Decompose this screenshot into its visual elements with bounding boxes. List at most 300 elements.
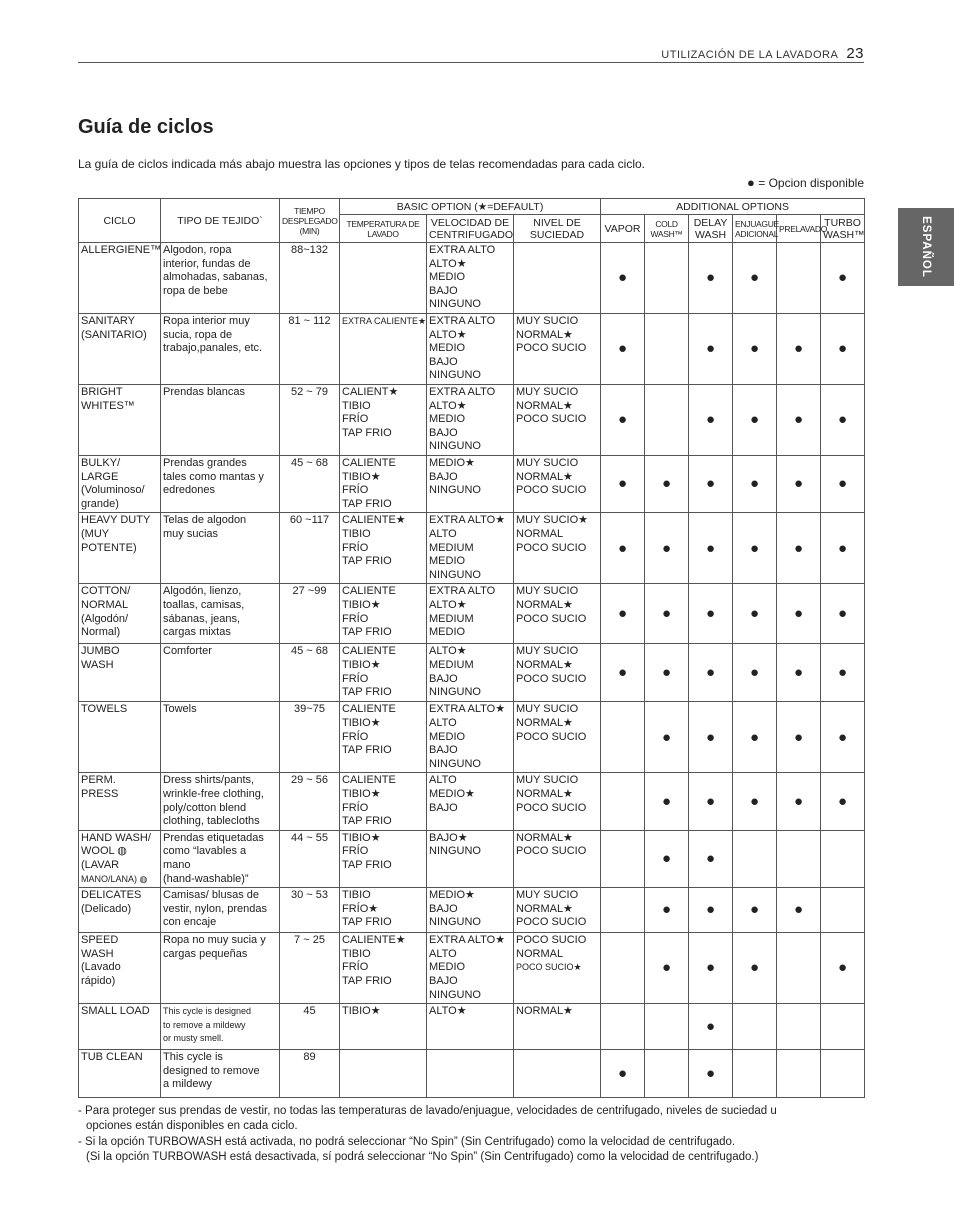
language-tab-label: ESPAÑOL (920, 216, 932, 278)
option-enjuague (733, 1004, 777, 1050)
option-turbo-wash (821, 314, 865, 385)
soil-level-line: NORMAL★ (516, 716, 573, 729)
available-dot-icon: ● (706, 269, 716, 287)
option-enjuague (733, 830, 777, 887)
spin-speed-line: BAJO (429, 902, 458, 915)
available-dot-icon: ● (838, 664, 848, 682)
wash-temperature-line: TAP FRIO (342, 974, 392, 987)
soil-level-line: POCO SUCIO (516, 672, 587, 685)
cycle-time: 45 ~ 68 (280, 456, 340, 513)
spin-speed-line: NINGUNO (429, 916, 481, 929)
option-prelavado (777, 773, 821, 830)
fabric-type-line: trabajo,panales, etc. (163, 342, 263, 355)
cycle-time: 45 (280, 1004, 340, 1050)
fabric-type-line: como “lavables a (163, 845, 247, 858)
fabric-type (161, 1050, 280, 1098)
spin-speed-line: EXTRA ALTO★ (429, 514, 506, 527)
spin-speed-line: BAJO (429, 974, 458, 987)
soil-level (514, 773, 601, 830)
wash-temperature-line: TAP FRIO (342, 744, 392, 757)
soil-level (514, 830, 601, 887)
option-enjuague (733, 385, 777, 456)
fabric-type-line: designed to remove (163, 1064, 260, 1077)
option-vapor (601, 385, 645, 456)
cycle-name-line: COTTON/ (81, 585, 131, 598)
wash-temperature-line: TAP FRIO (342, 916, 392, 929)
fabric-type-line: Camisas/ blusas de (163, 889, 259, 902)
available-dot-icon: ● (838, 792, 848, 810)
option-cold-wash (645, 584, 689, 644)
option-delay-wash (689, 1004, 733, 1050)
cycle-name-line: SPEED (81, 934, 119, 947)
option-prelavado (777, 933, 821, 1004)
option-enjuague (733, 456, 777, 513)
table-row (79, 584, 865, 644)
wash-temperature (340, 243, 427, 314)
available-dot-icon: ● (838, 605, 848, 623)
wash-temperature-line: TAP FRIO (342, 815, 392, 828)
wash-temperature-line: TAP FRIO (342, 426, 392, 439)
available-dot-icon: ● (794, 475, 804, 493)
wash-temperature-line: CALIENTE (342, 457, 396, 469)
spin-speed (427, 1004, 514, 1050)
fabric-type-line: con encaje (163, 916, 217, 929)
spin-speed-line: MEDIO★ (429, 457, 475, 469)
language-tab (898, 208, 954, 286)
available-dot-icon: ● (706, 605, 716, 623)
wash-temperature-line: CALIENTE★ (342, 514, 406, 527)
cycle-name (79, 644, 161, 702)
spin-speed-line: ALTO (429, 716, 457, 729)
available-dot-icon: ● (706, 340, 716, 358)
spin-speed-line: ALTO★ (429, 328, 467, 341)
cycle-name-line: rápido) (81, 974, 116, 987)
available-dot-icon: ● (750, 664, 760, 682)
spin-speed-line: BAJO (429, 744, 458, 757)
available-dot-icon: ● (662, 605, 672, 623)
option-vapor (601, 243, 645, 314)
soil-level-line: POCO SUCIO (516, 845, 587, 858)
available-dot-icon: ● (750, 901, 760, 919)
cycle-name (79, 513, 161, 584)
fabric-type-line: Comforter (163, 645, 212, 658)
cycle-name-line: SMALL LOAD (81, 1005, 150, 1018)
option-prelavado (777, 314, 821, 385)
soil-level (514, 513, 601, 584)
spin-speed-line: EXTRA ALTO (429, 315, 496, 327)
table-row (79, 243, 865, 314)
wash-temperature (340, 644, 427, 702)
wash-temperature-line: TIBIO★ (342, 787, 381, 800)
spin-speed (427, 513, 514, 584)
cycle-name-line: BRIGHT (81, 386, 123, 398)
spin-speed (427, 314, 514, 385)
cycle-name-line: JUMBO (81, 645, 120, 658)
fabric-type-line: sábanas, jeans, (163, 612, 241, 625)
table-row (79, 773, 865, 830)
spin-speed (427, 584, 514, 644)
spin-speed-line: MEDIO (429, 730, 466, 743)
fabric-type-line: Prendas blancas (163, 386, 245, 398)
fabric-type-line: Telas de algodon (163, 514, 247, 527)
option-delay-wash (689, 702, 733, 773)
cycle-name (79, 1004, 161, 1050)
fabric-type-line: This cycle is designed (163, 1006, 252, 1017)
cycle-name (79, 314, 161, 385)
wash-temperature (340, 773, 427, 830)
cycle-name-line: (LAVAR (81, 858, 120, 871)
spin-speed-line: NINGUNO (429, 440, 481, 453)
soil-level-line: POCO SUCIO (516, 413, 587, 426)
cycle-name-line: (Voluminoso/ (81, 484, 145, 497)
option-prelavado (777, 830, 821, 887)
available-dot-icon: ● (662, 664, 672, 682)
spin-speed (427, 644, 514, 702)
spin-speed-line: NINGUNO (429, 484, 481, 497)
wash-temperature (340, 1050, 427, 1098)
wash-temperature-line: FRÍO (342, 801, 369, 814)
wash-temperature (340, 385, 427, 456)
available-dot-icon: ● (618, 605, 628, 623)
available-dot-icon: ● (750, 539, 760, 557)
spin-speed (427, 1050, 514, 1098)
soil-level (514, 456, 601, 513)
cycle-name (79, 830, 161, 887)
fabric-type-line: vestir, nylon, prendas (163, 902, 267, 915)
spin-speed-line: MEDIUM (429, 612, 474, 625)
option-vapor (601, 456, 645, 513)
table-row (79, 385, 865, 456)
option-delay-wash (689, 1050, 733, 1098)
soil-level-line: NORMAL★ (516, 328, 573, 341)
available-dot-icon: ● (662, 792, 672, 810)
available-dot-icon: ● (618, 411, 628, 429)
cycle-name-line: BULKY/ (81, 457, 121, 469)
section-title: UTILIZACIÓN DE LA LAVADORA (661, 49, 839, 61)
available-dot-icon: ● (750, 959, 760, 977)
cycle-name (79, 888, 161, 933)
header-delay-wash: DELAY WASH (689, 215, 733, 243)
soil-level-line: MUY SUCIO (516, 774, 579, 787)
fabric-type-line: tales como mantas y (163, 470, 264, 483)
fabric-type-line: interior, fundas de (163, 257, 251, 270)
cycle-name (79, 933, 161, 1004)
wash-temperature-line: FRÍO (342, 541, 369, 554)
soil-level-line: MUY SUCIO (516, 645, 579, 658)
fabric-type (161, 933, 280, 1004)
option-cold-wash (645, 644, 689, 702)
option-delay-wash (689, 644, 733, 702)
wash-temperature-line: CALIENTE (342, 703, 396, 716)
spin-speed-line: BAJO (429, 672, 458, 685)
option-vapor (601, 773, 645, 830)
spin-speed-line: BAJO (429, 801, 458, 814)
soil-level-line: POCO SUCIO (516, 934, 587, 947)
available-dot-icon: ● (662, 901, 672, 919)
option-vapor (601, 644, 645, 702)
spin-speed-line: ALTO (429, 527, 457, 540)
cycle-name (79, 243, 161, 314)
option-delay-wash (689, 773, 733, 830)
cycle-name-line: DELICATES (81, 889, 142, 902)
option-vapor (601, 933, 645, 1004)
wash-temperature-line: TIBIO (342, 947, 371, 960)
soil-level-line: NORMAL★ (516, 658, 573, 671)
option-enjuague (733, 888, 777, 933)
intro-text: La guía de ciclos indicada más abajo muestra las opciones y tipos de telas recomendadas para cada ciclo. (78, 157, 645, 171)
fabric-type-line: This cycle is (163, 1051, 223, 1064)
spin-speed-line: MEDIO (429, 342, 466, 355)
option-vapor (601, 1050, 645, 1098)
soil-level (514, 702, 601, 773)
soil-level (514, 1050, 601, 1098)
fabric-type (161, 702, 280, 773)
table-row (79, 644, 865, 702)
option-prelavado (777, 1004, 821, 1050)
available-dot-icon: ● (750, 340, 760, 358)
spin-speed-line: ALTO (429, 947, 457, 960)
available-dot-icon: ● (706, 1017, 716, 1035)
fabric-type-line: poly/cotton blend (163, 801, 247, 814)
cycle-time: 27 ~99 (280, 584, 340, 644)
fabric-type-line: Prendas grandes (163, 457, 247, 469)
spin-speed-line: MEDIO (429, 626, 466, 639)
wash-temperature-line: TIBIO★ (342, 658, 381, 671)
available-dot-icon: ● (706, 411, 716, 429)
available-dot-icon: ● (618, 475, 628, 493)
spin-speed (427, 385, 514, 456)
spin-speed-line: NINGUNO (429, 369, 481, 382)
wash-temperature (340, 702, 427, 773)
cycle-time: 30 ~ 53 (280, 888, 340, 933)
option-prelavado (777, 243, 821, 314)
fabric-type-line: sucia, ropa de (163, 328, 233, 341)
option-enjuague (733, 933, 777, 1004)
spin-speed (427, 933, 514, 1004)
option-turbo-wash (821, 644, 865, 702)
header-turbo-wash: TURBO WASH™ (821, 215, 865, 243)
option-delay-wash (689, 584, 733, 644)
footnote-line: (Si la opción TURBOWASH está desactivada, sí podrá seleccionar “No Spin” (Sin Centrifugado) como la velocidad de centrifugado.) (86, 1150, 759, 1163)
fabric-type (161, 1004, 280, 1050)
cycle-time: 88~132 (280, 243, 340, 314)
table-row (79, 513, 865, 584)
wash-temperature (340, 1004, 427, 1050)
spin-speed (427, 830, 514, 887)
available-dot-icon: ● (706, 539, 716, 557)
available-dot-icon: ● (750, 728, 760, 746)
fabric-type (161, 644, 280, 702)
fabric-type-line: to remove a mildewy (163, 1019, 246, 1030)
soil-level (514, 385, 601, 456)
cycle-time: 39~75 (280, 702, 340, 773)
option-turbo-wash (821, 1004, 865, 1050)
cycle-time: 60 ~117 (280, 513, 340, 584)
cycle-name-line: NORMAL (81, 598, 129, 611)
spin-speed-line: MEDIUM (429, 541, 474, 554)
wash-temperature (340, 584, 427, 644)
cycle-time: 89 (280, 1050, 340, 1098)
cycle-time: 29 ~ 56 (280, 773, 340, 830)
cycle-name-line: (Lavado (81, 961, 121, 974)
wash-temperature-line: TIBIO★ (342, 1005, 381, 1018)
wash-temperature-line: CALIENT★ (342, 386, 399, 398)
cycle-name-line: MANO/LANA) ◍ (81, 873, 148, 884)
option-turbo-wash (821, 933, 865, 1004)
spin-speed-line: EXTRA ALTO★ (429, 934, 506, 947)
fabric-type (161, 513, 280, 584)
header-divider (78, 62, 864, 63)
spin-speed-line: NINGUNO (429, 298, 481, 311)
spin-speed-line: NINGUNO (429, 568, 481, 581)
page-header (661, 45, 864, 62)
wash-temperature-line: CALIENTE (342, 645, 396, 658)
soil-level-line: POCO SUCIO (516, 916, 587, 929)
soil-level (514, 888, 601, 933)
wash-temperature-line: TIBIO★ (342, 470, 381, 483)
wash-temperature (340, 513, 427, 584)
option-enjuague (733, 644, 777, 702)
header-prelavado: PRELAVADO (777, 215, 821, 243)
wash-temperature-line: TAP FRIO (342, 858, 392, 871)
available-dot-icon: ● (706, 792, 716, 810)
available-dot-icon: ● (662, 959, 672, 977)
available-dot-icon: ● (662, 850, 672, 868)
option-prelavado (777, 584, 821, 644)
wash-temperature-line: FRÍO (342, 672, 369, 685)
option-turbo-wash (821, 584, 865, 644)
spin-speed-line: ALTO★ (429, 598, 467, 611)
soil-level-line: MUY SUCIO (516, 585, 579, 598)
soil-level-line: POCO SUCIO (516, 612, 587, 625)
option-cold-wash (645, 314, 689, 385)
spin-speed-line: BAJO (429, 470, 458, 483)
cycle-name-line: PERM. (81, 774, 116, 787)
wash-temperature-line: TIBIO (342, 527, 371, 540)
cycle-time: 45 ~ 68 (280, 644, 340, 702)
wash-temperature-line: CALIENTE (342, 774, 396, 787)
wash-temperature-line: TIBIO★ (342, 598, 381, 611)
option-cold-wash (645, 933, 689, 1004)
wash-temperature-line: FRÍO (342, 612, 369, 625)
option-turbo-wash (821, 702, 865, 773)
fabric-type-line: clothing, tablecloths (163, 815, 260, 828)
table-row (79, 888, 865, 933)
option-cold-wash (645, 243, 689, 314)
available-dot-icon: ● (750, 605, 760, 623)
available-dot-icon: ● (706, 901, 716, 919)
wash-temperature (340, 456, 427, 513)
available-dot-icon: ● (750, 792, 760, 810)
available-dot-icon: ● (794, 728, 804, 746)
spin-speed-line: NINGUNO (429, 757, 481, 770)
option-turbo-wash (821, 888, 865, 933)
available-dot-icon: ● (794, 792, 804, 810)
wash-temperature-line: FRÍO (342, 845, 369, 858)
wash-temperature-line: TIBIO (342, 889, 371, 902)
spin-speed (427, 773, 514, 830)
available-dot-icon: ● (618, 269, 628, 287)
wash-temperature (340, 933, 427, 1004)
spin-speed-line: BAJO (429, 426, 458, 439)
soil-level-line: MUY SUCIO (516, 386, 579, 398)
legend (747, 175, 864, 190)
fabric-type-line: Prendas etiquetadas (163, 831, 264, 844)
wash-temperature-line: TIBIO★ (342, 831, 381, 844)
soil-level (514, 584, 601, 644)
spin-speed (427, 243, 514, 314)
option-cold-wash (645, 888, 689, 933)
table-row (79, 830, 865, 887)
option-delay-wash (689, 385, 733, 456)
option-enjuague (733, 1050, 777, 1098)
cycle-name-line: (MUY (81, 527, 110, 540)
header-vapor: VAPOR (601, 215, 645, 243)
wash-temperature-line: FRÍO (342, 413, 369, 426)
option-turbo-wash (821, 773, 865, 830)
table-row (79, 933, 865, 1004)
spin-speed-line: ALTO★ (429, 399, 467, 412)
option-delay-wash (689, 513, 733, 584)
option-cold-wash (645, 1050, 689, 1098)
soil-level-line: MUY SUCIO (516, 889, 579, 902)
header-cold-wash: COLD WASH™ (645, 215, 689, 243)
wash-temperature-line: EXTRA CALIENTE★ (342, 316, 427, 326)
wash-temperature-line: FRÍO (342, 961, 369, 974)
available-dot-icon: ● (838, 340, 848, 358)
table-row (79, 1004, 865, 1050)
soil-level-line: NORMAL (516, 527, 564, 540)
option-vapor (601, 584, 645, 644)
spin-speed-line: NINGUNO (429, 988, 481, 1001)
spin-speed-line: MEDIO (429, 555, 466, 568)
available-dot-icon: ● (706, 475, 716, 493)
soil-level (514, 314, 601, 385)
soil-level-line: MUY SUCIO (516, 315, 579, 327)
spin-speed-line: ALTO★ (429, 645, 467, 658)
table-row (79, 456, 865, 513)
soil-level-line: NORMAL★ (516, 399, 573, 412)
option-delay-wash (689, 830, 733, 887)
spin-speed-line: MEDIO★ (429, 889, 475, 902)
cycle-name-line: POTENTE) (81, 541, 137, 554)
available-dot-icon: ● (838, 959, 848, 977)
spin-speed-line: NINGUNO (429, 686, 481, 699)
fabric-type-line: Algodón, lienzo, (163, 585, 242, 598)
fabric-type-line: toallas, camisas, (163, 598, 245, 611)
header-tiempo: TIEMPO DESPLEGADO (MIN) (280, 199, 340, 243)
table-row (79, 1050, 865, 1098)
cycle-name-line: ALLERGIENE™ (81, 244, 162, 256)
option-enjuague (733, 513, 777, 584)
available-dot-icon: ● (750, 269, 760, 287)
wash-temperature (340, 888, 427, 933)
option-enjuague (733, 702, 777, 773)
option-enjuague (733, 314, 777, 385)
cycle-name-line: SANITARY (81, 315, 135, 327)
available-dot-icon: ● (662, 475, 672, 493)
spin-speed-line: EXTRA ALTO (429, 244, 496, 256)
option-turbo-wash (821, 830, 865, 887)
spin-speed-line: MEDIO (429, 961, 466, 974)
cycle-guide-table (78, 198, 865, 1098)
cycle-time: 44 ~ 55 (280, 830, 340, 887)
spin-speed (427, 888, 514, 933)
option-cold-wash (645, 830, 689, 887)
available-dot-icon: ● (838, 411, 848, 429)
available-dot-icon: ● (750, 411, 760, 429)
spin-speed-line: ALTO★ (429, 257, 467, 270)
